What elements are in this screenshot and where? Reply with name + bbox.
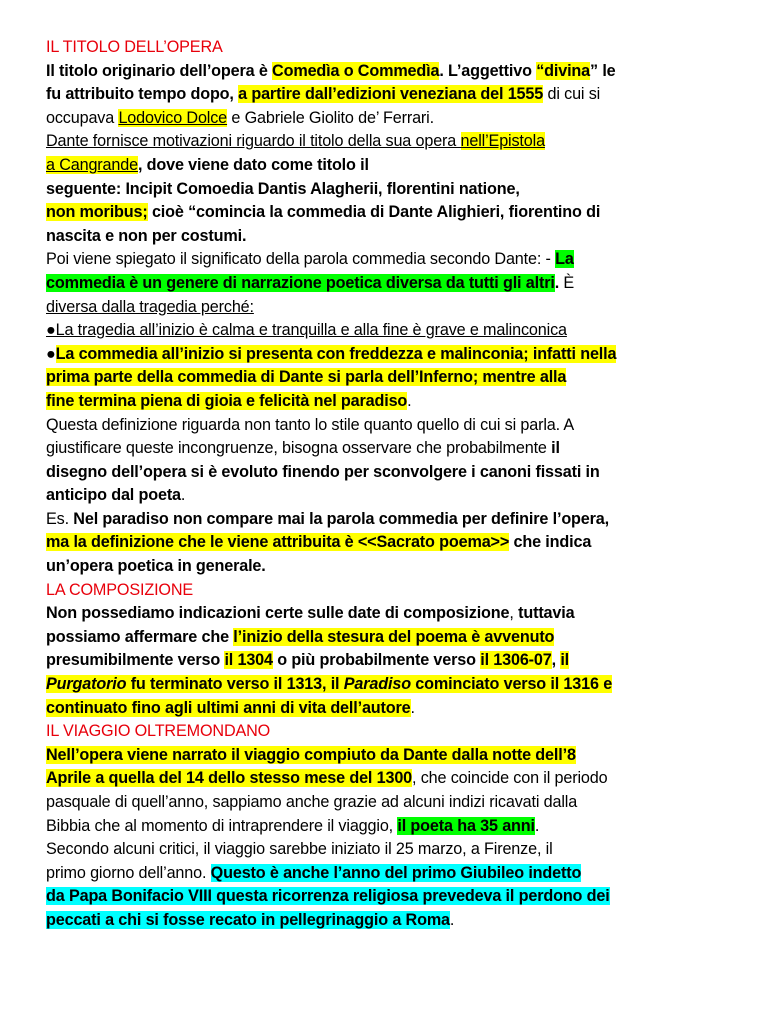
text-line xyxy=(46,697,746,721)
text-segment: . xyxy=(180,486,186,505)
text-line xyxy=(46,154,746,178)
text-segment: Nel paradiso non compare mai la parola commedia per definire l’opera, xyxy=(73,509,609,528)
text-segment: Secondo alcuni critici, il viaggio sarebbe iniziato il 25 marzo, a Firenze, il xyxy=(46,840,553,859)
text-segment: Il titolo originario dell’opera è xyxy=(46,61,273,80)
text-line xyxy=(46,508,746,532)
text-segment: ●La tragedia all’inizio è calma e tranquilla e alla fine è grave e malinconica xyxy=(46,321,567,340)
text-line xyxy=(46,201,746,225)
highlighted-text: fu terminato verso il 1313, il xyxy=(126,675,344,694)
highlighted-text: nell’Epistola xyxy=(460,132,545,151)
highlighted-text: La commedia all’inizio si presenta con freddezza e malinconia; infatti nella xyxy=(55,344,617,363)
text-line xyxy=(46,885,746,909)
text-segment: Es. xyxy=(46,509,74,528)
text-segment: . xyxy=(407,391,412,410)
text-line xyxy=(46,178,746,202)
highlighted-text: Lodovico Dolce xyxy=(118,108,228,127)
highlighted-text: Paradiso xyxy=(343,675,411,694)
highlighted-text: La xyxy=(555,250,574,269)
highlighted-text: peccati a chi si fosse recato in pellegrinaggio a Roma xyxy=(46,910,450,929)
text-segment: di cui si xyxy=(543,85,601,104)
text-line xyxy=(46,461,746,485)
text-line xyxy=(46,107,746,131)
text-segment: Bibbia che al momento di intraprendere il viaggio, xyxy=(46,816,398,835)
section-heading: LA COMPOSIZIONE xyxy=(46,580,194,599)
highlighted-text: ma la definizione che le viene attribuita è <<Sacrato poema>> xyxy=(46,533,510,552)
text-segment: nascita e non per costumi. xyxy=(46,226,247,245)
document-page xyxy=(46,36,746,933)
highlighted-text: il 1306-07 xyxy=(480,651,552,670)
text-line xyxy=(46,437,746,461)
text-segment: occupava xyxy=(46,108,119,127)
text-segment: e Gabriele Giolito de’ Ferrari. xyxy=(227,108,434,127)
text-segment: primo giorno dell’anno. xyxy=(46,863,211,882)
highlighted-text: a partire dall’edizioni veneziana del 1555 xyxy=(238,85,544,104)
highlighted-text: da Papa Bonifacio VIII questa ricorrenza religiosa prevedeva il perdono dei xyxy=(46,887,610,906)
highlighted-text: fine termina piena di gioia e felicità nel paradiso xyxy=(46,391,408,410)
text-line xyxy=(46,555,746,579)
text-segment: disegno dell’opera si è evoluto finendo per sconvolgere i canoni fissati in xyxy=(46,462,600,481)
highlighted-text: Comedìa o Commedìa xyxy=(272,61,440,80)
text-line xyxy=(46,815,746,839)
highlighted-text: continuato fino agli ultimi anni di vita dell’autore xyxy=(46,698,411,717)
text-segment: , xyxy=(509,604,519,623)
text-segment: . xyxy=(449,910,455,929)
text-segment: Poi viene spiegato il significato della parola commedia secondo Dante: - xyxy=(46,250,556,269)
section-heading: IL TITOLO DELL’OPERA xyxy=(46,38,223,56)
text-segment: Non possediamo indicazioni certe sulle date di composizione xyxy=(46,604,510,623)
text-line xyxy=(46,791,746,815)
text-segment: ● xyxy=(46,344,56,363)
text-line xyxy=(46,319,746,343)
text-segment: , xyxy=(551,651,561,670)
text-segment: Questa definizione riguarda non tanto lo stile quanto quello di cui si parla. A xyxy=(46,415,575,434)
text-line xyxy=(46,673,746,697)
text-segment: . xyxy=(554,273,564,292)
text-segment: o più probabilmente verso xyxy=(272,651,481,670)
text-segment: il xyxy=(551,439,560,458)
text-line xyxy=(46,862,746,886)
highlighted-text: a Cangrande xyxy=(46,155,138,174)
text-segment: . xyxy=(410,698,415,717)
text-segment: un’opera poetica in generale. xyxy=(46,557,266,576)
highlighted-text: il 1304 xyxy=(224,651,273,670)
text-segment: cioè “comincia la commedia di Dante Alighieri, fiorentino di xyxy=(147,203,601,222)
highlighted-text: commedia è un genere di narrazione poetica diversa da tutti gli altri xyxy=(46,273,555,292)
text-segment: giustificare queste incongruenze, bisogna osservare che probabilmente xyxy=(46,439,552,458)
text-line xyxy=(46,272,746,296)
text-segment: che indica xyxy=(509,533,592,552)
text-line xyxy=(46,296,746,320)
text-line xyxy=(46,390,746,414)
text-line xyxy=(46,225,746,249)
text-line xyxy=(46,366,746,390)
text-segment: Dante fornisce motivazioni riguardo il titolo della sua opera xyxy=(46,132,461,151)
section-heading: IL VIAGGIO OLTREMONDANO xyxy=(46,722,271,741)
text-line xyxy=(46,838,746,862)
text-segment: , dove viene dato come titolo il xyxy=(137,155,369,174)
text-line xyxy=(46,484,746,508)
text-line xyxy=(46,414,746,438)
text-line xyxy=(46,531,746,555)
text-segment: È xyxy=(563,273,575,292)
text-line xyxy=(46,602,746,626)
highlighted-text: Questo è anche l’anno del primo Giubileo indetto xyxy=(210,863,582,882)
text-line xyxy=(46,130,746,154)
text-segment: diversa dalla tragedia perché: xyxy=(46,297,254,316)
highlighted-text: l’inizio della stesura del poema è avvenuto xyxy=(233,627,555,646)
text-segment: . L’aggettivo xyxy=(439,61,537,80)
text-segment: , che coincide con il periodo xyxy=(412,769,608,788)
text-line xyxy=(46,248,746,272)
text-segment: possiamo affermare che xyxy=(46,627,234,646)
text-line xyxy=(46,83,746,107)
text-line xyxy=(46,744,746,768)
highlighted-text: Purgatorio xyxy=(46,675,127,694)
text-line xyxy=(46,649,746,673)
highlighted-text: non moribus; xyxy=(46,203,148,222)
text-line xyxy=(46,626,746,650)
text-segment: pasquale di quell’anno, sappiamo anche grazie ad alcuni indizi ricavati dalla xyxy=(46,793,578,811)
text-line xyxy=(46,60,746,84)
text-segment: fu attribuito tempo dopo, xyxy=(46,85,239,104)
text-segment: . xyxy=(534,816,540,835)
text-line xyxy=(46,767,746,791)
highlighted-text: il xyxy=(560,651,570,670)
highlighted-text: Nell’opera viene narrato il viaggio compiuto da Dante dalla notte dell’8 xyxy=(46,745,576,764)
text-segment: seguente: Incipit Comoedia Dantis Alagherii, florentini natione, xyxy=(46,179,520,198)
text-line xyxy=(46,343,746,367)
text-segment: tuttavia xyxy=(518,604,575,623)
highlighted-text: prima parte della commedia di Dante si parla dell’Inferno; mentre alla xyxy=(46,368,567,387)
highlighted-text: il poeta ha 35 anni xyxy=(397,816,535,835)
text-line xyxy=(46,909,746,933)
text-segment: anticipo dal poeta xyxy=(46,486,181,505)
highlighted-text: “divina xyxy=(536,61,591,80)
text-segment: ” le xyxy=(590,61,616,80)
highlighted-text: Aprile a quella del 14 dello stesso mese del 1300 xyxy=(46,769,413,788)
highlighted-text: cominciato verso il 1316 e xyxy=(410,675,613,694)
text-segment: presumibilmente verso xyxy=(46,651,225,670)
